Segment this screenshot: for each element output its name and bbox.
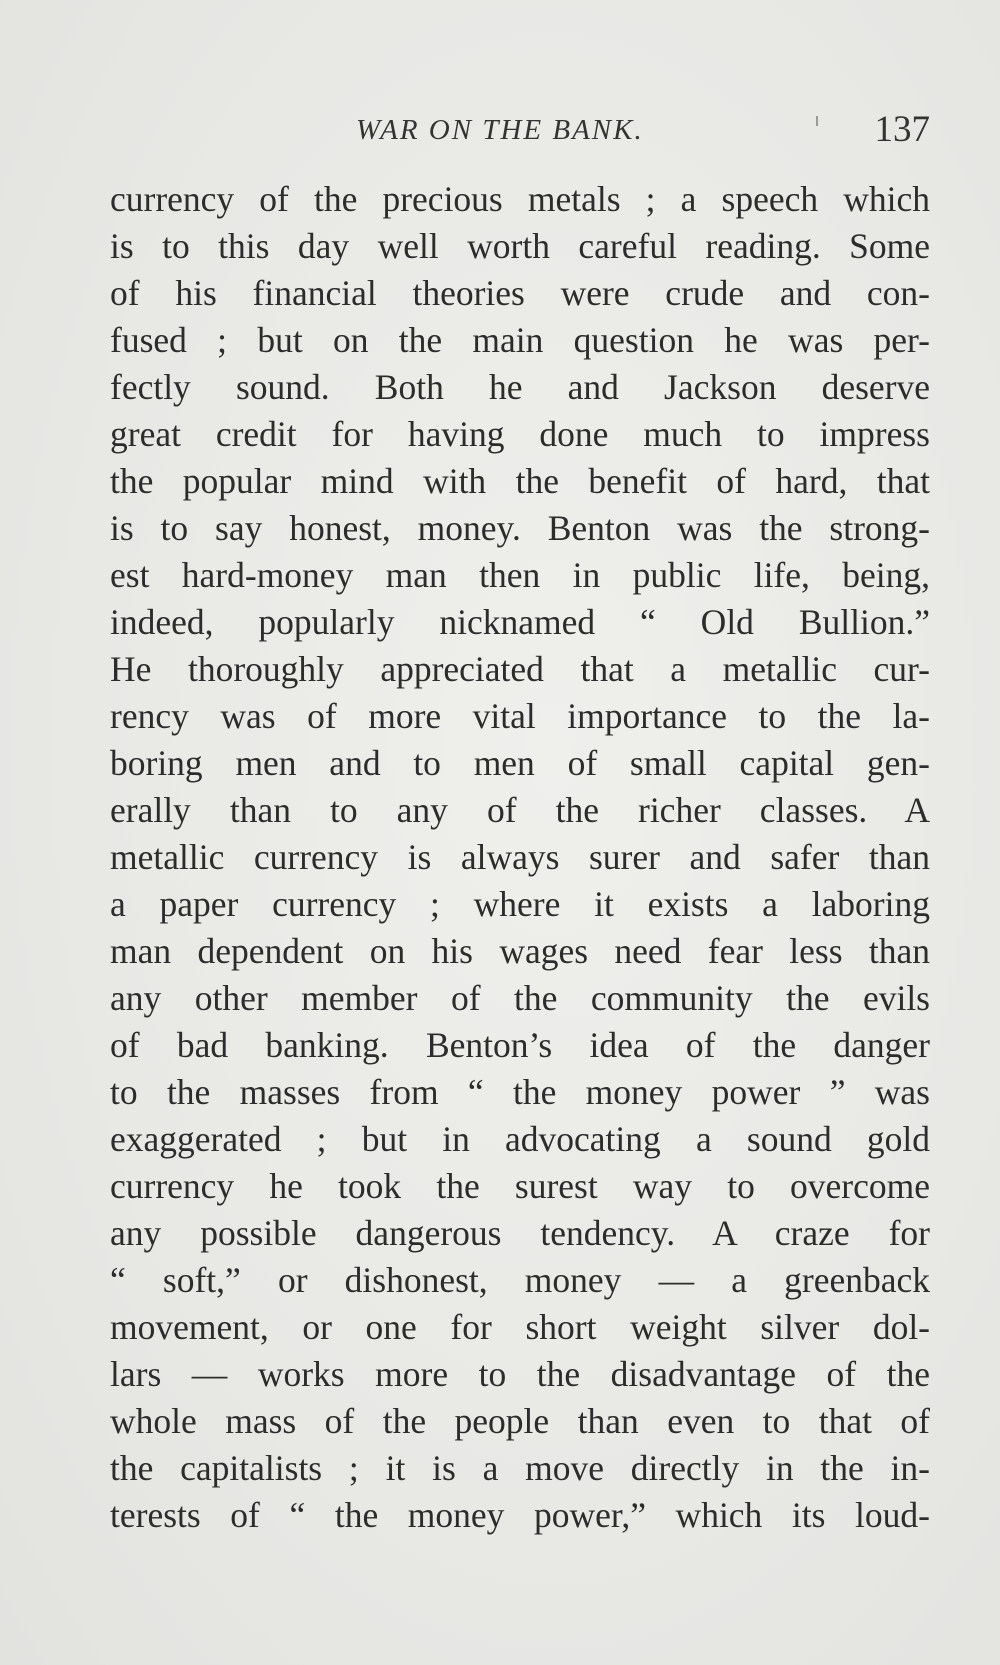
text-line: the popular mind with the benefit of hard, that <box>110 461 930 501</box>
text-line: great credit for having done much to impress <box>110 414 930 454</box>
text-line: est hard-money man then in public life, being, <box>110 555 930 595</box>
text-line: exaggerated ; but in advocating a sound gold <box>110 1119 930 1159</box>
text-line: boring men and to men of small capital gen- <box>110 743 930 783</box>
body-text <box>110 176 930 1539</box>
text-line: any other member of the community the evils <box>110 978 930 1018</box>
text-line: is to this day well worth careful reading. Some <box>110 226 930 266</box>
text-line: fectly sound. Both he and Jackson deserve <box>110 367 930 407</box>
text-line: whole mass of the people than even to that of <box>110 1401 930 1441</box>
running-title: WAR ON THE BANK. <box>356 114 644 146</box>
text-line: any possible dangerous tendency. A craze for <box>110 1213 930 1253</box>
text-line: of his financial theories were crude and con- <box>110 273 930 313</box>
text-line: currency he took the surest way to overcome <box>110 1166 930 1206</box>
text-line: indeed, popularly nicknamed “ Old Bullion.” <box>110 602 930 642</box>
text-line: He thoroughly appreciated that a metallic cur- <box>110 649 930 689</box>
text-line: “ soft,” or dishonest, money — a greenback <box>110 1260 930 1300</box>
page-number: 137 <box>874 109 930 150</box>
running-head <box>112 108 930 158</box>
text-line: metallic currency is always surer and safer than <box>110 837 930 877</box>
text-line: erally than to any of the richer classes. A <box>110 790 930 830</box>
text-line: terests of “ the money power,” which its loud- <box>110 1495 930 1535</box>
text-line: lars — works more to the disadvantage of the <box>110 1354 930 1394</box>
text-line: man dependent on his wages need fear less than <box>110 931 930 971</box>
text-line: is to say honest, money. Benton was the strong- <box>110 508 930 548</box>
text-line: to the masses from “ the money power ” was <box>110 1072 930 1112</box>
text-line: rency was of more vital importance to the la- <box>110 696 930 736</box>
text-line: fused ; but on the main question he was per- <box>110 320 930 360</box>
text-line: a paper currency ; where it exists a laboring <box>110 884 930 924</box>
text-line: of bad banking. Benton’s idea of the danger <box>110 1025 930 1065</box>
ink-mark <box>816 116 818 126</box>
text-line: currency of the precious metals ; a speech which <box>110 179 930 219</box>
text-line: movement, or one for short weight silver dol- <box>110 1307 930 1347</box>
text-line: the capitalists ; it is a move directly in the in- <box>110 1448 930 1488</box>
